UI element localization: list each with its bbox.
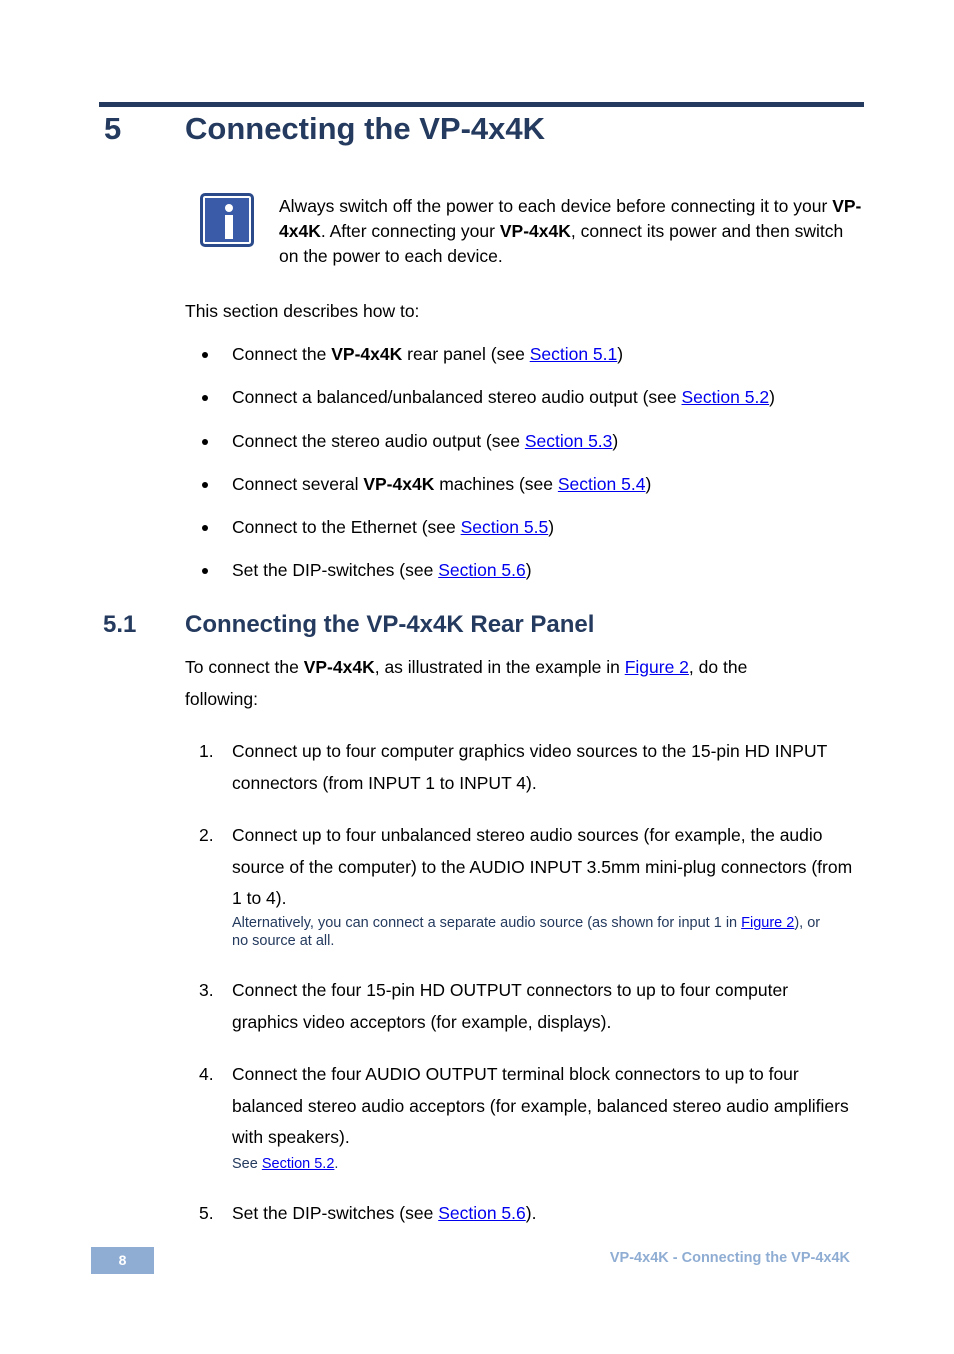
bullet-dot [202,395,208,401]
intro-text: This section describes how to: [185,301,420,321]
figure-link[interactable]: Figure 2 [624,657,689,677]
section-link[interactable]: Section 5.2 [261,1156,335,1172]
step-text: Set the DIP-switches (see Section 5.6). [232,1203,537,1223]
info-note: Always switch off the power to each device before connecting it to your VP-4x4K. After connecting your VP-4x4K, connect its power and then switch on the power to each device. [279,196,862,266]
page-number: 8 [91,1247,154,1274]
list-item: Set the DIP-switches (see Section 5.6) [232,560,532,580]
step-text: Connect the four AUDIO OUTPUT terminal block connectors to up to four balanced stereo audio acceptors (for example, balanced stereo audio amplifiers with speakers). [232,1064,849,1147]
step-note: See Section 5.2. [232,1156,339,1172]
step-number: 5. [199,1203,214,1223]
section-link[interactable]: Section 5.6 [438,1203,526,1223]
section-number: 5.1 [103,611,137,638]
footer-title: VP-4x4K - Connecting the VP-4x4K [609,1250,850,1266]
section-link[interactable]: Section 5.3 [524,431,613,451]
figure-link[interactable]: Figure 2 [741,915,795,931]
step-number: 4. [199,1064,214,1084]
list-item: Connect the stereo audio output (see Section 5.3) [232,431,619,451]
bullet-dot [202,525,208,531]
chapter-rule [99,102,864,107]
bullet-dot [202,439,208,445]
section-link[interactable]: Section 5.6 [438,560,526,580]
section-link[interactable]: Section 5.2 [681,387,770,407]
step-number: 3. [199,980,214,1000]
section-link[interactable]: Section 5.1 [529,344,618,364]
section-intro: To connect the VP-4x4K, as illustrated in the example in Figure 2, do the following: [185,657,748,709]
bullet-dot [202,352,208,358]
list-item: Connect the VP-4x4K rear panel (see Section 5.1) [232,344,624,364]
step-note: Alternatively, you can connect a separate audio source (as shown for input 1 in Figure 2), or no source at all. [232,915,821,949]
list-item: Connect several VP-4x4K machines (see Section 5.4) [232,474,652,494]
step-number: 2. [199,825,214,845]
chapter-title: Connecting the VP-4x4K [185,111,545,146]
bullet-dot [202,568,208,574]
list-item: Connect a balanced/unbalanced stereo audio output (see Section 5.2) [232,387,775,407]
bullet-dot [202,482,208,488]
step-text: Connect the four 15-pin HD OUTPUT connectors to up to four computer graphics video acceptors (for example, displays). [232,980,789,1032]
list-item: Connect to the Ethernet (see Section 5.5) [232,517,555,537]
step-number: 1. [199,741,214,761]
chapter-number: 5 [104,111,122,146]
section-link[interactable]: Section 5.5 [460,517,549,537]
step-text: Connect up to four computer graphics video sources to the 15-pin HD INPUT connectors (from INPUT 1 to INPUT 4). [232,741,827,793]
info-icon [200,193,254,247]
section-title: Connecting the VP-4x4K Rear Panel [185,611,595,638]
step-text: Connect up to four unbalanced stereo audio sources (for example, the audio source of the computer) to the AUDIO INPUT 3.5mm mini-plug connectors (from 1 to 4). [232,825,853,908]
section-link[interactable]: Section 5.4 [557,474,646,494]
